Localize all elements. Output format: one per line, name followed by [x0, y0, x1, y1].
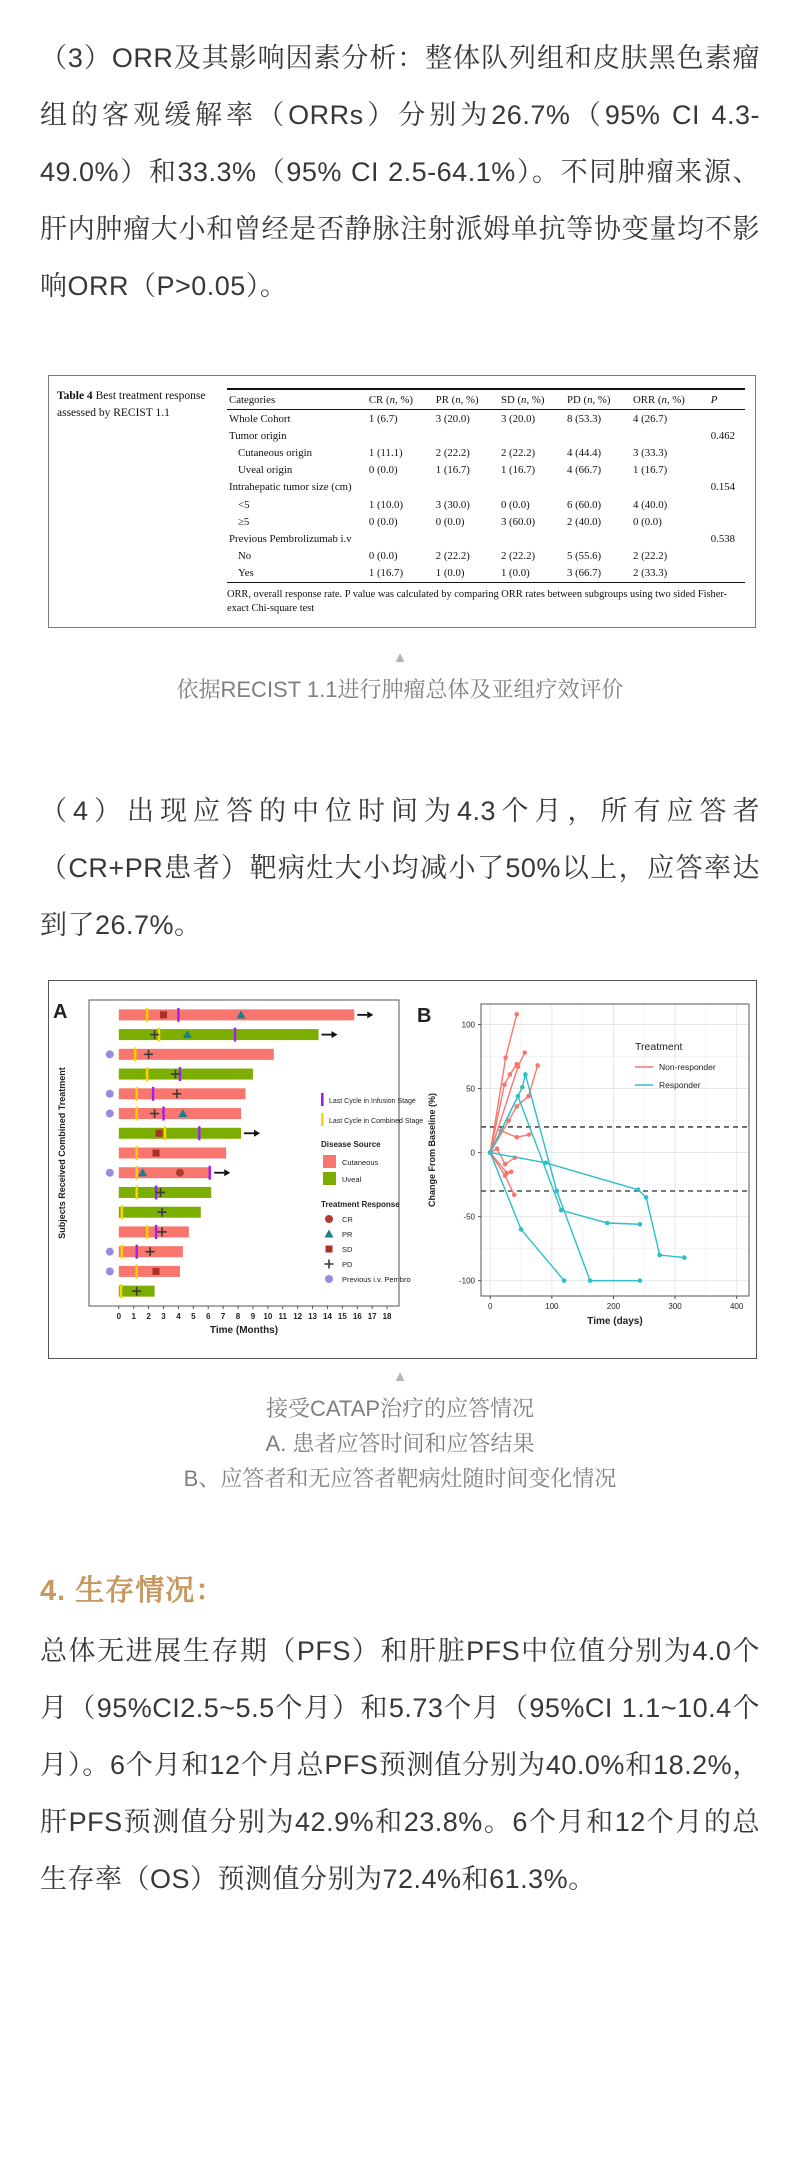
table-cell — [434, 530, 499, 547]
table-cell — [565, 530, 631, 547]
svg-text:14: 14 — [323, 1312, 332, 1321]
svg-text:5: 5 — [191, 1312, 196, 1321]
table4-head-row — [227, 389, 745, 410]
table-cell — [709, 410, 745, 428]
table-cell: 0 (0.0) — [368, 515, 398, 528]
table-cell: 8 (53.3) — [566, 412, 602, 425]
table-cell: 1 (16.7) — [633, 464, 668, 477]
table-caption: 依据RECIST 1.1进行肿瘤总体及亚组疗效评价 — [176, 677, 624, 702]
table-cell: 0.462 — [710, 429, 736, 442]
table-cell: 2 (40.0) — [566, 515, 602, 528]
table-row — [227, 513, 745, 530]
figure-caption-line3: B、应答者和无应答者靶病灶随时间变化情况 — [183, 1466, 617, 1491]
svg-text:Cutaneous: Cutaneous — [342, 1158, 379, 1167]
table-cell: 1 (0.0) — [500, 567, 530, 580]
table-cell: 0 (0.0) — [368, 550, 398, 563]
table-cell — [367, 530, 434, 547]
table-cell — [631, 530, 709, 547]
table-cell — [434, 479, 499, 496]
table-cell-category: Previous Pembrolizumab i.v — [229, 532, 352, 545]
svg-text:8: 8 — [235, 1312, 241, 1321]
svg-text:15: 15 — [337, 1312, 347, 1321]
table-row — [227, 427, 745, 444]
table-cell-category: No — [238, 550, 252, 563]
table4-footnote: ORR, overall response rate. P value was calculated by comparing ORR rates between subgroups using two sided Fisher-exact Chi-square test — [227, 588, 728, 615]
section-heading-survival: 4. 生存情况： — [40, 1575, 226, 1607]
svg-text:Disease Source: Disease Source — [321, 1140, 381, 1149]
svg-text:50: 50 — [466, 1084, 475, 1094]
table4-header-cell: PD (n, %) — [565, 389, 631, 410]
svg-text:Previous i.v. Pembro: Previous i.v. Pembro — [342, 1275, 411, 1284]
svg-text:Last Cycle in Infusion Stage: Last Cycle in Infusion Stage — [329, 1098, 416, 1105]
table4 — [227, 388, 745, 583]
table-cell: 6 (60.0) — [566, 498, 602, 511]
svg-text:Uveal: Uveal — [342, 1175, 362, 1184]
svg-text:100: 100 — [461, 1020, 475, 1030]
table-cell: 3 (20.0) — [500, 412, 536, 425]
table-cell-category: ≥5 — [238, 515, 250, 528]
table4-header-cell: ORR (n, %) — [631, 389, 709, 410]
table4-title: Best treatment response assessed by RECIST 1.1 — [57, 390, 206, 419]
svg-text:7: 7 — [220, 1312, 226, 1321]
table-cell — [565, 427, 631, 444]
table4-header-cell: Categories — [227, 389, 367, 410]
svg-text:Subjects Received Combined Tre: Subjects Received Combined Treatment — [57, 1067, 67, 1239]
svg-text:11: 11 — [278, 1312, 287, 1321]
table-cell — [499, 427, 565, 444]
table-cell: 2 (33.3) — [633, 567, 668, 580]
page-bottom-spacer — [0, 1908, 800, 1974]
table-cell: 3 (33.3) — [633, 446, 668, 459]
svg-text:CR: CR — [342, 1215, 353, 1224]
table-cell-category: <5 — [238, 498, 250, 511]
response-figure-svg — [49, 984, 757, 1356]
table-cell: 3 (20.0) — [435, 412, 470, 425]
table4-header-cell: PR (n, %) — [434, 389, 499, 410]
table-cell-category: Yes — [238, 567, 254, 580]
table-row — [227, 548, 745, 565]
table-cell: 2 (22.2) — [633, 550, 668, 563]
table-cell: 0 (0.0) — [633, 515, 662, 528]
table-cell: 4 (26.7) — [633, 412, 668, 425]
paragraph-response-time: （4）出现应答的中位时间为4.3个月，所有应答者（CR+PR患者）靶病灶大小均减小了50%以上，应答率达到了26.7%。 — [40, 796, 760, 940]
figure-caption-line2: A. 患者应答时间和应答结果 — [265, 1431, 535, 1456]
table-cell: 0 (0.0) — [368, 464, 398, 477]
table-cell: 5 (55.6) — [566, 550, 602, 563]
svg-text:400: 400 — [729, 1302, 744, 1311]
table-cell — [499, 479, 565, 496]
table-cell: 0.538 — [710, 532, 736, 545]
svg-text:PR: PR — [342, 1230, 353, 1239]
svg-text:PD: PD — [342, 1260, 353, 1269]
table-row — [227, 496, 745, 513]
table-cell: 3 (30.0) — [435, 498, 470, 511]
svg-text:200: 200 — [606, 1302, 621, 1311]
svg-text:0: 0 — [488, 1302, 493, 1311]
table-cell — [709, 513, 745, 530]
table-cell — [434, 427, 499, 444]
table-cell: 2 (22.2) — [500, 550, 536, 563]
table-cell: 0 (0.0) — [500, 498, 530, 511]
table-cell: 0 (0.0) — [435, 515, 465, 528]
table-cell — [367, 479, 434, 496]
table4-side-label — [57, 388, 213, 617]
table-cell — [631, 427, 709, 444]
table-row — [227, 444, 745, 461]
table-cell-category: Tumor origin — [229, 429, 287, 442]
svg-text:13: 13 — [308, 1312, 318, 1321]
svg-text:1: 1 — [131, 1312, 136, 1321]
table4-header-cell: P — [709, 389, 745, 410]
svg-text:6: 6 — [206, 1312, 211, 1321]
svg-text:12: 12 — [293, 1312, 303, 1321]
table-cell: 2 (22.2) — [435, 550, 470, 563]
svg-text:9: 9 — [250, 1312, 256, 1321]
table-cell-category: Whole Cohort — [229, 412, 291, 425]
triangle-up-icon: ▲ — [392, 1368, 408, 1385]
svg-text:100: 100 — [545, 1302, 559, 1311]
svg-text:10: 10 — [263, 1312, 273, 1321]
table-cell: 4 (44.4) — [566, 446, 602, 459]
table-row — [227, 479, 745, 496]
table4-header-cell: SD (n, %) — [499, 389, 565, 410]
table-cell: 1 (0.0) — [435, 567, 465, 580]
figure-caption-line1: 接受CATAP治疗的应答情况 — [265, 1396, 535, 1421]
table4-body — [227, 410, 745, 583]
table-cell — [709, 444, 745, 461]
svg-text:18: 18 — [382, 1312, 392, 1321]
table-cell — [367, 427, 434, 444]
svg-text:SD: SD — [342, 1245, 353, 1254]
table-cell-category: Intrahepatic tumor size (cm) — [229, 481, 352, 494]
svg-text:Treatment Response: Treatment Response — [321, 1200, 400, 1209]
svg-text:4: 4 — [176, 1312, 181, 1321]
table-cell-category: Uveal origin — [238, 464, 293, 477]
svg-text:A: A — [53, 1001, 68, 1023]
article — [0, 30, 800, 1974]
svg-text:Change From Baseline (%): Change From Baseline (%) — [427, 1092, 437, 1208]
table4-header-cell: CR (n, %) — [367, 389, 434, 410]
table-cell-category: Cutaneous origin — [238, 446, 313, 459]
table-row — [227, 530, 745, 547]
table-cell: 1 (11.1) — [368, 446, 403, 459]
svg-text:16: 16 — [352, 1312, 362, 1321]
table-cell — [709, 548, 745, 565]
svg-text:3: 3 — [161, 1312, 166, 1321]
table-cell: 1 (6.7) — [368, 412, 398, 425]
table-cell: 4 (40.0) — [633, 498, 668, 511]
table-cell: 4 (66.7) — [566, 464, 602, 477]
table-cell: 1 (10.0) — [368, 498, 404, 511]
paragraph-orr-analysis: （3）ORR及其影响因素分析：整体队列组和皮肤黑色素瘤组的客观缓解率（ORRs）分别为26.7%（95% CI 4.3-49.0%）和33.3%（95% CI 2.5-64.1%）。不同肿瘤来源、肝内肿瘤大小和曾经是否静脉注射派姆单抗等协变量均不影响ORR（P>0.05）。 — [40, 43, 760, 301]
table-cell — [499, 530, 565, 547]
svg-text:300: 300 — [668, 1302, 682, 1311]
table-cell — [709, 462, 745, 479]
table-row — [227, 410, 745, 428]
svg-text:2: 2 — [146, 1312, 151, 1321]
svg-text:0: 0 — [470, 1148, 475, 1158]
table4-number: Table 4 — [57, 390, 93, 402]
table4-right — [227, 388, 745, 617]
table-cell — [565, 479, 631, 496]
svg-text:-50: -50 — [463, 1212, 475, 1222]
svg-text:0: 0 — [116, 1312, 122, 1321]
table-row — [227, 462, 745, 479]
svg-text:17: 17 — [367, 1312, 377, 1321]
table-cell: 1 (16.7) — [435, 464, 470, 477]
svg-text:Responder: Responder — [659, 1080, 701, 1090]
svg-text:Time (Months): Time (Months) — [209, 1325, 279, 1336]
svg-text:Treatment: Treatment — [635, 1041, 683, 1053]
paragraph-survival: 总体无进展生存期（PFS）和肝脏PFS中位值分别为4.0个月（95%CI2.5~5.5个月）和5.73个月（95%CI 1.1~10.4个月）。6个月和12个月总PFS预测值分别为40.0%和18.2%，肝PFS预测值分别为42.9%和23.8%。6个月和12个月的总生存率（OS）预测值分别为72.4%和61.3%。 — [40, 1636, 760, 1894]
table-cell — [709, 496, 745, 513]
table-cell: 0.154 — [710, 481, 736, 494]
table-row — [227, 565, 745, 583]
table-cell: 1 (16.7) — [500, 464, 536, 477]
table4-card — [48, 375, 756, 628]
svg-text:-100: -100 — [458, 1276, 475, 1286]
table-cell: 2 (22.2) — [435, 446, 470, 459]
svg-text:Last Cycle in Combined Stage: Last Cycle in Combined Stage — [329, 1118, 424, 1125]
table-cell — [709, 565, 745, 583]
svg-text:Time (days): Time (days) — [587, 1316, 643, 1327]
svg-text:Non-responder: Non-responder — [659, 1062, 716, 1072]
table-cell: 1 (16.7) — [368, 567, 404, 580]
svg-text:B: B — [417, 1005, 432, 1027]
response-figure-card — [48, 980, 757, 1359]
triangle-up-icon: ▲ — [392, 649, 408, 666]
table-cell: 3 (66.7) — [566, 567, 602, 580]
table-cell — [631, 479, 709, 496]
table-cell: 3 (60.0) — [500, 515, 536, 528]
table-cell: 2 (22.2) — [500, 446, 536, 459]
